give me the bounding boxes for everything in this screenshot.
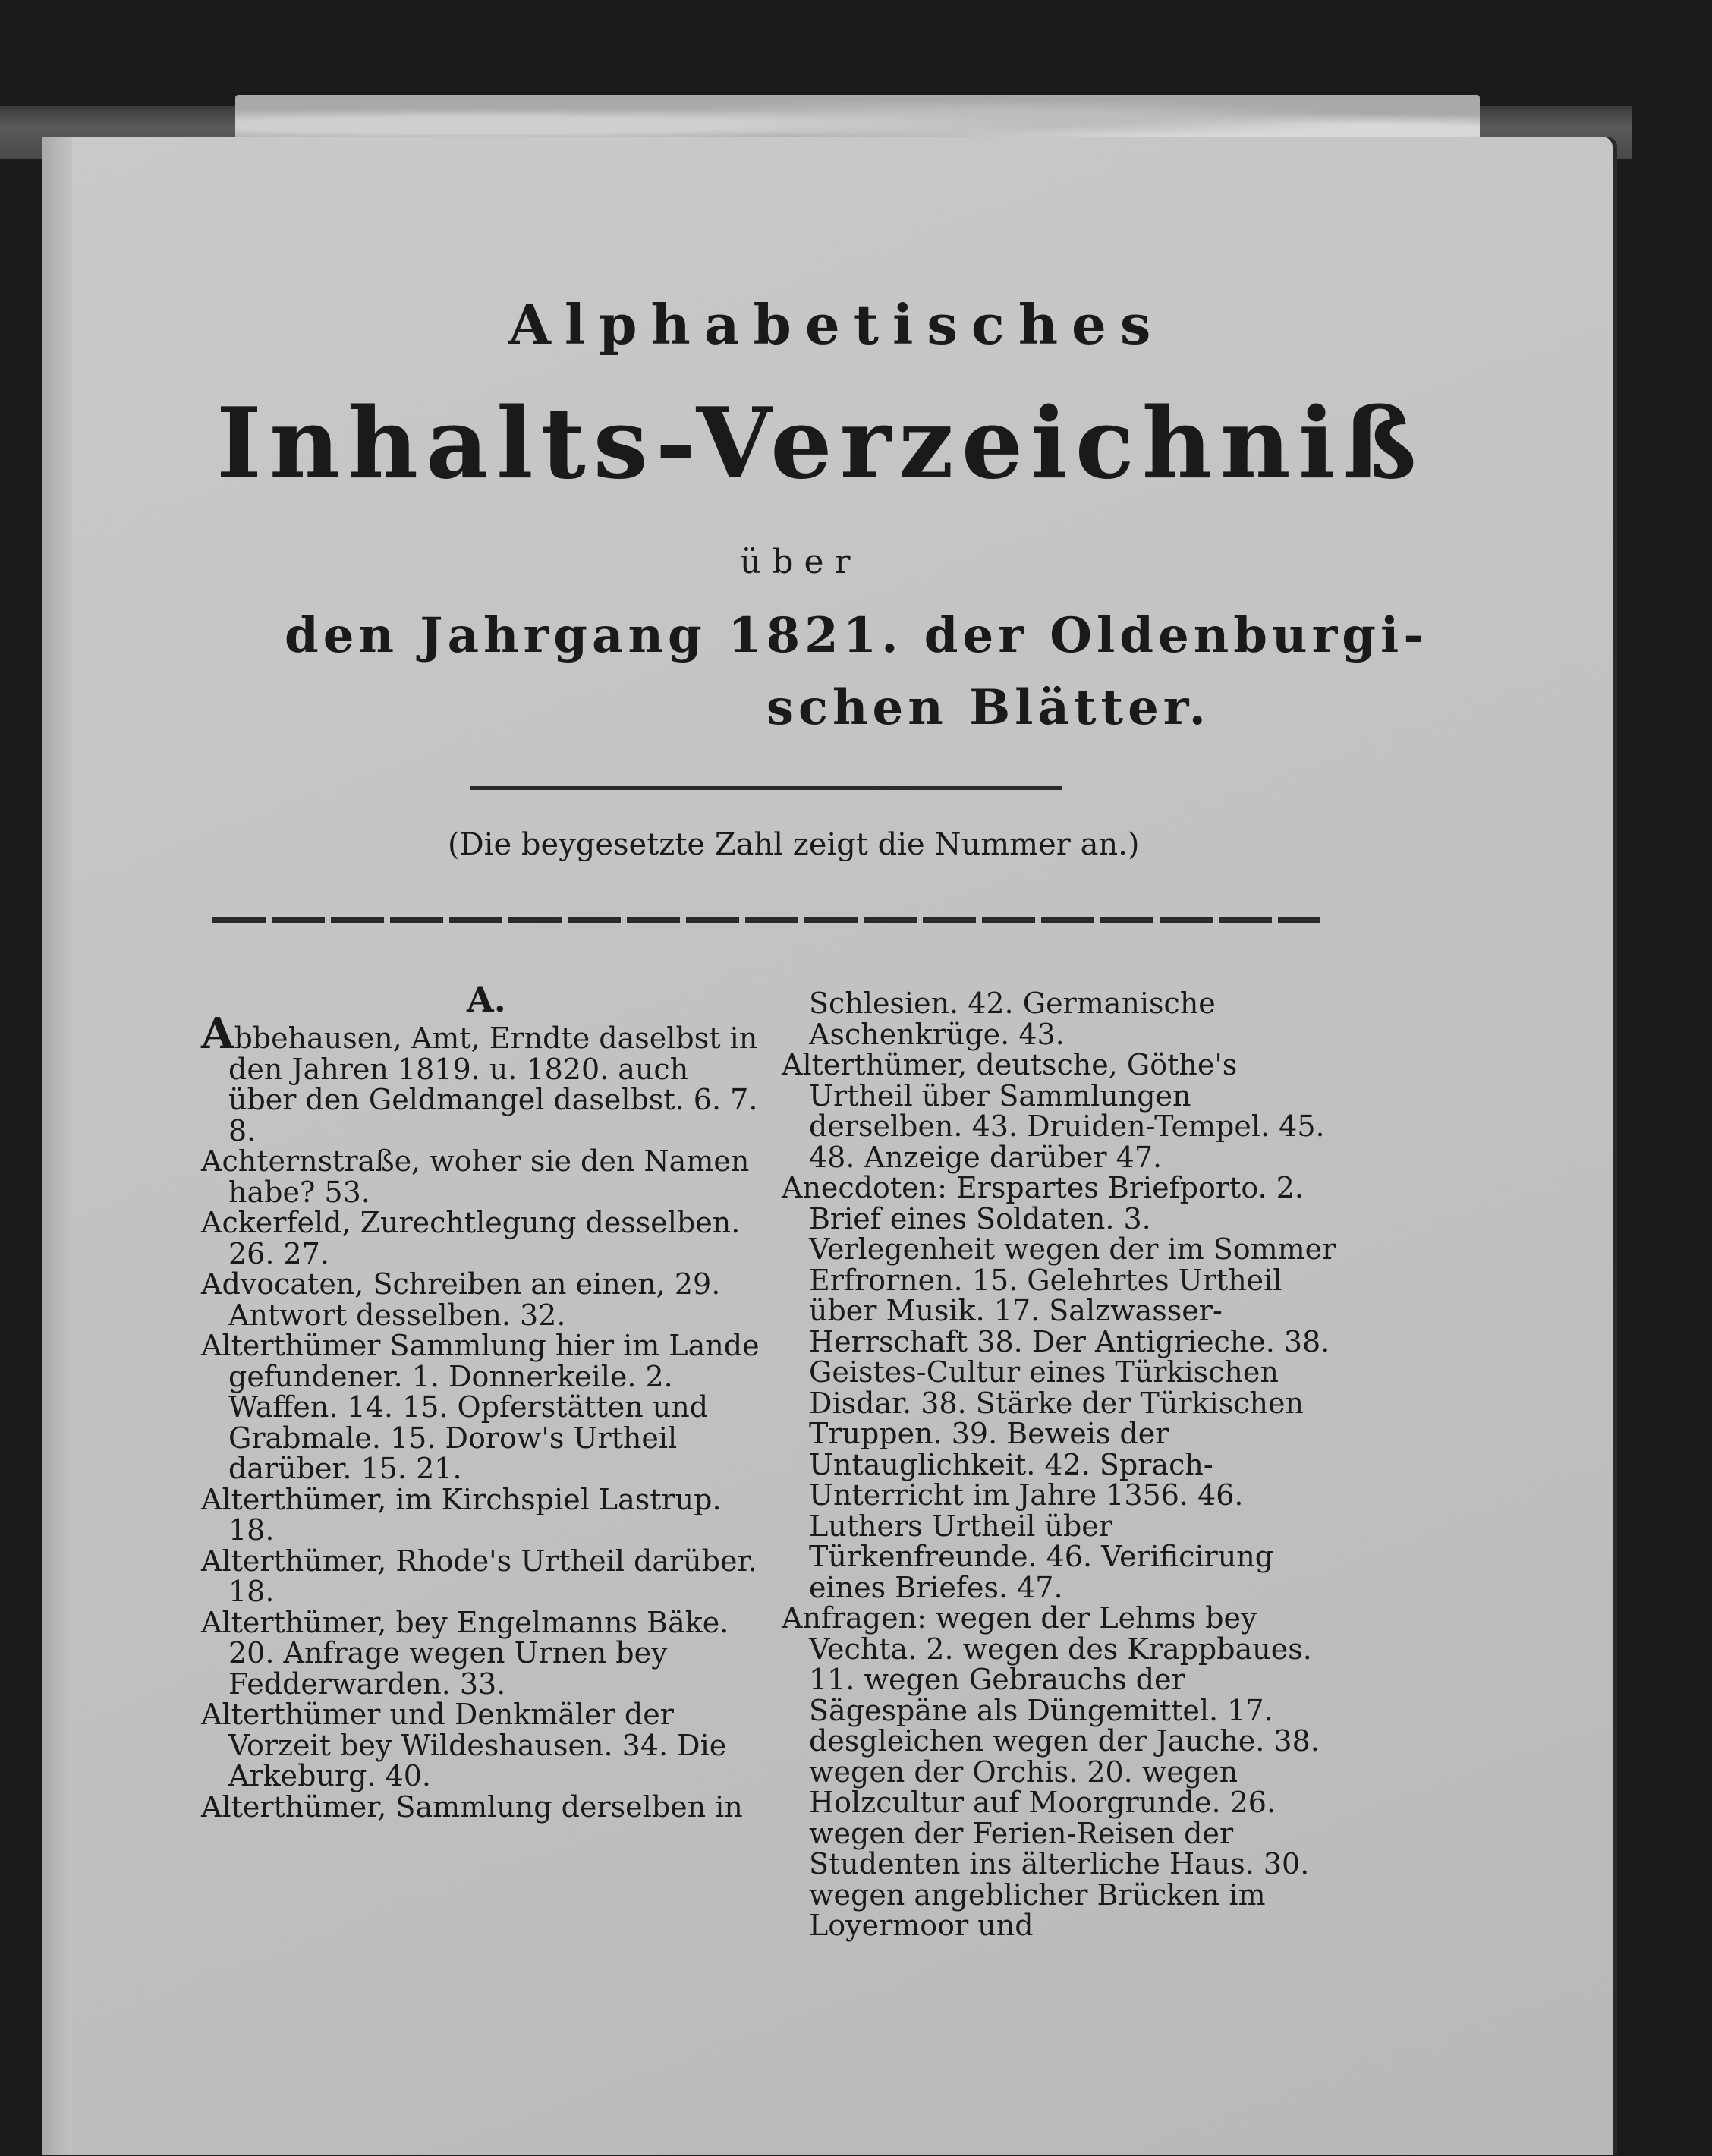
section-letter: A. bbox=[467, 979, 506, 1020]
index-entry: Advocaten, Schreiben an einen, 29. Antwort desselben. 32. bbox=[201, 1267, 721, 1332]
title-line-5: schen Blätter. bbox=[766, 679, 1210, 736]
index-column-left bbox=[201, 1009, 763, 1824]
index-entry: Alterthümer Sammlung hier im Lande gefundener. 1. Donnerkeile. 2. Waffen. 14. 15. Opferstätten und Grabmale. 15. Dorow's Urtheil darüber. 15. 21. bbox=[201, 1329, 760, 1485]
title-rule bbox=[470, 786, 1062, 790]
index-column-right bbox=[782, 988, 1343, 1941]
index-entry-text: bbehausen, Amt, Erndte daselbst in den Jahren 1819. u. 1820. auch über den Geldmangel daselbst. 6. 7. 8. bbox=[228, 1021, 758, 1147]
index-entry: Anfragen: wegen der Lehms bey Vechta. 2. wegen des Krappbaues. 11. wegen Gebrauchs der Sägespäne als Düngemittel. 17. desgleichen wegen der Jauche. 38. wegen der Orchis. 20. wegen Holzcultur auf Moorgrunde. 26. wegen der Ferien-Reisen der Studenten ins älterliche Haus. 30. wegen angeblicher Brücken im Loyermoor und bbox=[782, 1601, 1320, 1942]
index-entry: Ackerfeld, Zurechtlegung desselben. 26. 27. bbox=[201, 1206, 741, 1270]
number-note: (Die beygesetzte Zahl zeigt die Nummer an.) bbox=[448, 827, 1140, 862]
index-entry bbox=[201, 1009, 763, 1147]
index-entry: Achternstraße, woher sie den Namen habe? 53. bbox=[201, 1144, 750, 1209]
title-main: Inhalts-Verzeichniß bbox=[216, 387, 1424, 501]
index-entry: Alterthümer und Denkmäler der Vorzeit bey Wildeshausen. 34. Die Arkeburg. 40. bbox=[201, 1698, 727, 1792]
index-continuation: Schlesien. 42. Germanische Aschenkrüge. 43. bbox=[809, 987, 1216, 1051]
index-entry: Anecdoten: Erspartes Briefporto. 2. Brief eines Soldaten. 3. Verlegenheit wegen der im Sommer Erfrornen. 15. Gelehrtes Urtheil über Musik. 17. Salzwasser-Herrschaft 38. Der Antigrieche. 38. Geistes-Cultur eines Türkischen Disdar. 38. Stärke der Türkischen Truppen. 39. Beweis der Untauglichkeit. 42. Sprach-Unterricht im Jahre 1356. 46. Luthers Urtheil über Türkenfreunde. 46. Verificirung eines Briefes. 47. bbox=[782, 1171, 1336, 1604]
index-entry: Alterthümer, Sammlung derselben in bbox=[201, 1789, 743, 1824]
index-entry: Alterthümer, deutsche, Göthe's Urtheil über Sammlungen derselben. 43. Druiden-Tempel. 45. 48. Anzeige darüber 47. bbox=[782, 1048, 1325, 1174]
dashed-rule bbox=[212, 917, 1320, 923]
page-gutter bbox=[42, 137, 72, 2155]
title-line-1: Alphabetisches bbox=[508, 292, 1165, 357]
drop-letter: A bbox=[201, 1009, 234, 1059]
index-entry: Alterthümer, Rhode's Urtheil darüber. 18. bbox=[201, 1544, 757, 1608]
index-entry: Alterthümer, im Kirchspiel Lastrup. 18. bbox=[201, 1482, 722, 1547]
title-line-4: den Jahrgang 1821. der Oldenburgi- bbox=[285, 607, 1428, 664]
index-entry: Alterthümer, bey Engelmanns Bäke. 20. Anfrage wegen Urnen bey Fedderwarden. 33. bbox=[201, 1605, 729, 1701]
title-over: über bbox=[740, 543, 861, 581]
